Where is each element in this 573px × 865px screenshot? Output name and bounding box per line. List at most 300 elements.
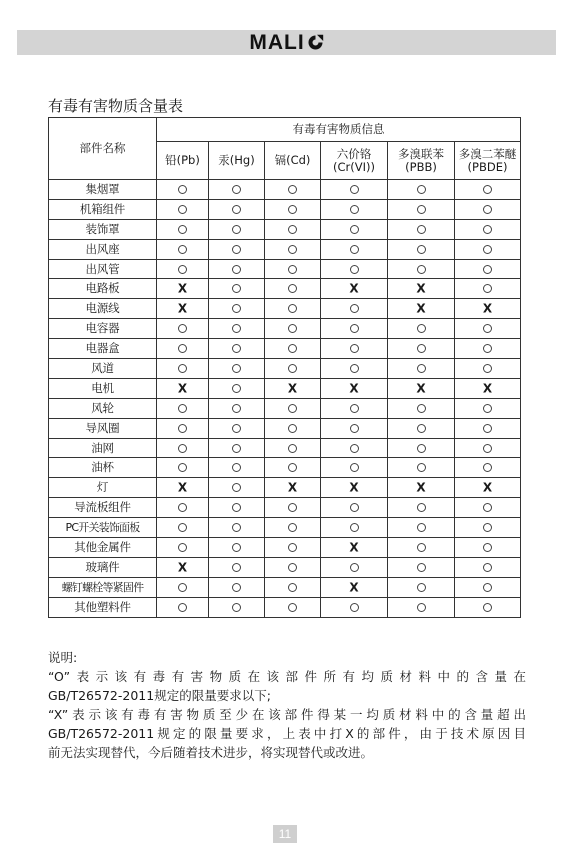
- substance-status-cell: [455, 478, 521, 498]
- substance-status-cell: [388, 319, 455, 339]
- substance-status-cell: [455, 538, 521, 558]
- compliant-circle-icon: [232, 384, 241, 393]
- compliant-circle-icon: [483, 364, 492, 373]
- substance-status-cell: [321, 518, 388, 538]
- compliant-circle-icon: [232, 225, 241, 234]
- substance-status-cell: [321, 398, 388, 418]
- compliant-circle-icon: [483, 603, 492, 612]
- table-row: [49, 259, 521, 279]
- substance-status-cell: [388, 378, 455, 398]
- exceeds-mark: X: [177, 281, 188, 296]
- exceeds-mark: X: [177, 381, 188, 396]
- header-band: [17, 30, 556, 55]
- compliant-circle-icon: [417, 583, 426, 592]
- compliant-circle-icon: [417, 324, 426, 333]
- column-header-text: 汞(Hg): [218, 153, 255, 167]
- compliant-circle-icon: [288, 543, 297, 552]
- substance-status-cell: [265, 180, 321, 200]
- compliant-circle-icon: [232, 424, 241, 433]
- substance-status-cell: [321, 418, 388, 438]
- substance-status-cell: [265, 279, 321, 299]
- part-name-cell: 导流板组件: [49, 498, 157, 518]
- compliant-circle-icon: [288, 603, 297, 612]
- substance-status-cell: [321, 438, 388, 458]
- compliant-circle-icon: [288, 364, 297, 373]
- table-row: [49, 438, 521, 458]
- compliant-circle-icon: [350, 444, 359, 453]
- compliant-circle-icon: [350, 304, 359, 313]
- compliant-circle-icon: [350, 523, 359, 532]
- substance-status-cell: [388, 438, 455, 458]
- substance-status-cell: [209, 577, 265, 597]
- substance-status-cell: [265, 259, 321, 279]
- substance-status-cell: [388, 538, 455, 558]
- part-name-cell: 螺钉螺栓等紧固件: [49, 577, 157, 597]
- substance-status-cell: [157, 219, 209, 239]
- compliant-circle-icon: [232, 523, 241, 532]
- compliant-circle-icon: [483, 563, 492, 572]
- substance-status-cell: [157, 319, 209, 339]
- substance-status-cell: [265, 518, 321, 538]
- compliant-circle-icon: [178, 225, 187, 234]
- compliant-circle-icon: [350, 324, 359, 333]
- table-row: [49, 418, 521, 438]
- part-name-cell: 灯: [49, 478, 157, 498]
- substance-status-cell: [209, 319, 265, 339]
- compliant-circle-icon: [350, 404, 359, 413]
- compliant-circle-icon: [232, 344, 241, 353]
- brand-name: MALI: [249, 30, 305, 54]
- substance-column-header: [455, 142, 521, 180]
- table-row: [49, 498, 521, 518]
- substance-status-cell: [388, 518, 455, 538]
- exceeds-mark: X: [482, 381, 493, 396]
- table-row: [49, 398, 521, 418]
- compliant-circle-icon: [350, 205, 359, 214]
- compliant-circle-icon: [483, 583, 492, 592]
- substance-status-cell: [388, 418, 455, 438]
- compliant-circle-icon: [350, 245, 359, 254]
- substance-status-cell: [321, 339, 388, 359]
- table-body: [49, 180, 521, 618]
- notes: [48, 648, 526, 762]
- substance-status-cell: [388, 180, 455, 200]
- part-name-cell: 装饰罩: [49, 219, 157, 239]
- compliant-circle-icon: [350, 563, 359, 572]
- substance-column-header: [388, 142, 455, 180]
- substance-status-cell: [388, 339, 455, 359]
- substance-status-cell: [388, 597, 455, 617]
- substance-status-cell: [265, 398, 321, 418]
- compliant-circle-icon: [178, 245, 187, 254]
- substance-status-cell: [265, 577, 321, 597]
- hazardous-substance-table: [48, 117, 521, 618]
- compliant-circle-icon: [288, 245, 297, 254]
- compliant-circle-icon: [232, 324, 241, 333]
- compliant-circle-icon: [178, 503, 187, 512]
- substance-status-cell: [157, 199, 209, 219]
- compliant-circle-icon: [417, 603, 426, 612]
- table-row: [49, 279, 521, 299]
- substance-status-cell: [265, 478, 321, 498]
- substance-status-cell: [388, 458, 455, 478]
- exceeds-mark: X: [349, 480, 359, 495]
- substance-status-cell: [321, 478, 388, 498]
- substance-status-cell: [209, 458, 265, 478]
- compliant-circle-icon: [232, 284, 241, 293]
- substance-status-cell: [455, 319, 521, 339]
- substance-status-cell: [265, 299, 321, 319]
- substance-status-cell: [388, 498, 455, 518]
- table-row: [49, 378, 521, 398]
- substance-status-cell: [321, 458, 388, 478]
- part-name-cell: 其他塑料件: [49, 597, 157, 617]
- brand-mark-icon: [307, 34, 324, 51]
- compliant-circle-icon: [483, 284, 492, 293]
- substance-status-cell: [209, 557, 265, 577]
- substance-column-header: [265, 142, 321, 180]
- substance-status-cell: [157, 359, 209, 379]
- document-title: 有毒有害物质含量表: [48, 97, 184, 115]
- table-row: [49, 518, 521, 538]
- substance-status-cell: [388, 259, 455, 279]
- substance-status-cell: [157, 597, 209, 617]
- compliant-circle-icon: [350, 225, 359, 234]
- column-header-text: (PBDE): [467, 159, 508, 174]
- notes-line-3: “X”表示该有毒有害物质至少在该部件得某一均质材料中的含量超出: [48, 707, 526, 722]
- compliant-circle-icon: [417, 523, 426, 532]
- substance-status-cell: [388, 557, 455, 577]
- compliant-circle-icon: [483, 225, 492, 234]
- substance-status-cell: [157, 478, 209, 498]
- exceeds-mark: X: [287, 480, 298, 495]
- substance-status-cell: [157, 239, 209, 259]
- column-header-text: 多溴二苯醚: [458, 146, 517, 161]
- compliant-circle-icon: [288, 225, 297, 234]
- compliant-circle-icon: [417, 444, 426, 453]
- substance-group-header: 有毒有害物质信息: [157, 118, 521, 142]
- exceeds-mark: X: [177, 560, 188, 575]
- substance-status-cell: [209, 498, 265, 518]
- substance-status-cell: [388, 398, 455, 418]
- substance-status-cell: [157, 259, 209, 279]
- part-name-cell: 其他金属件: [49, 538, 157, 558]
- substance-status-cell: [209, 518, 265, 538]
- compliant-circle-icon: [232, 265, 241, 274]
- part-name-cell: 电容器: [49, 319, 157, 339]
- substance-status-cell: [388, 359, 455, 379]
- substance-status-cell: [455, 299, 521, 319]
- page-number: 11: [273, 825, 297, 843]
- substance-status-cell: [388, 199, 455, 219]
- compliant-circle-icon: [232, 444, 241, 453]
- table-row: [49, 458, 521, 478]
- exceeds-mark: X: [287, 381, 298, 396]
- substance-status-cell: [455, 239, 521, 259]
- table-row: [49, 359, 521, 379]
- substance-status-cell: [209, 199, 265, 219]
- substance-status-cell: [321, 577, 388, 597]
- substance-status-cell: [321, 239, 388, 259]
- part-name-cell: 油杯: [49, 458, 157, 478]
- notes-line-4: GB/T26572-2011规定的限量要求，上表中打X的部件，由于技术原因目: [48, 726, 526, 741]
- part-name-cell: 风道: [49, 359, 157, 379]
- substance-status-cell: [455, 577, 521, 597]
- table-row: [49, 577, 521, 597]
- compliant-circle-icon: [288, 563, 297, 572]
- substance-status-cell: [321, 538, 388, 558]
- substance-status-cell: [321, 219, 388, 239]
- compliant-circle-icon: [232, 503, 241, 512]
- compliant-circle-icon: [232, 364, 241, 373]
- compliant-circle-icon: [417, 364, 426, 373]
- part-name-cell: 油网: [49, 438, 157, 458]
- compliant-circle-icon: [483, 265, 492, 274]
- substance-status-cell: [265, 438, 321, 458]
- compliant-circle-icon: [417, 503, 426, 512]
- substance-status-cell: [209, 597, 265, 617]
- substance-status-cell: [321, 498, 388, 518]
- compliant-circle-icon: [417, 543, 426, 552]
- compliant-circle-icon: [178, 404, 187, 413]
- compliant-circle-icon: [483, 503, 492, 512]
- substance-status-cell: [157, 498, 209, 518]
- column-header-text: (Cr(VI)): [333, 159, 375, 174]
- compliant-circle-icon: [483, 344, 492, 353]
- substance-status-cell: [388, 239, 455, 259]
- compliant-circle-icon: [417, 225, 426, 234]
- exceeds-mark: X: [177, 301, 188, 316]
- substance-status-cell: [157, 518, 209, 538]
- compliant-circle-icon: [288, 444, 297, 453]
- brand-logo: [17, 30, 556, 55]
- compliant-circle-icon: [232, 483, 241, 492]
- compliant-circle-icon: [417, 463, 426, 472]
- compliant-circle-icon: [178, 463, 187, 472]
- substance-status-cell: [455, 398, 521, 418]
- substance-status-cell: [157, 339, 209, 359]
- exceeds-mark: X: [349, 540, 359, 555]
- compliant-circle-icon: [483, 324, 492, 333]
- substance-status-cell: [265, 597, 321, 617]
- substance-status-cell: [209, 339, 265, 359]
- substance-status-cell: [388, 478, 455, 498]
- compliant-circle-icon: [483, 424, 492, 433]
- substance-status-cell: [321, 557, 388, 577]
- compliant-circle-icon: [288, 344, 297, 353]
- notes-line-5: 前无法实现替代，今后随着技术进步，将实现替代或改进。: [48, 745, 374, 760]
- compliant-circle-icon: [417, 563, 426, 572]
- substance-column-header: [157, 142, 209, 180]
- substance-status-cell: [455, 359, 521, 379]
- compliant-circle-icon: [288, 463, 297, 472]
- exceeds-mark: X: [349, 281, 359, 296]
- substance-status-cell: [209, 418, 265, 438]
- compliant-circle-icon: [417, 245, 426, 254]
- compliant-circle-icon: [483, 245, 492, 254]
- notes-line-1: “O”表示该有毒有害物质在该部件所有均质材料中的含量在: [48, 669, 526, 684]
- substance-column-header: [321, 142, 388, 180]
- compliant-circle-icon: [417, 185, 426, 194]
- table-row: [49, 538, 521, 558]
- substance-status-cell: [388, 219, 455, 239]
- part-name-cell: 出风座: [49, 239, 157, 259]
- compliant-circle-icon: [288, 503, 297, 512]
- compliant-circle-icon: [483, 463, 492, 472]
- substance-status-cell: [265, 339, 321, 359]
- substance-status-cell: [455, 339, 521, 359]
- compliant-circle-icon: [232, 583, 241, 592]
- compliant-circle-icon: [350, 265, 359, 274]
- substance-status-cell: [265, 219, 321, 239]
- substance-status-cell: [321, 378, 388, 398]
- substance-status-cell: [455, 259, 521, 279]
- table-row: [49, 597, 521, 617]
- substance-status-cell: [157, 458, 209, 478]
- table-row: [49, 478, 521, 498]
- substance-status-cell: [157, 378, 209, 398]
- compliant-circle-icon: [288, 205, 297, 214]
- exceeds-mark: X: [177, 480, 188, 495]
- compliant-circle-icon: [417, 424, 426, 433]
- part-name-cell: 机箱组件: [49, 199, 157, 219]
- compliant-circle-icon: [178, 205, 187, 214]
- compliant-circle-icon: [232, 563, 241, 572]
- substance-status-cell: [455, 557, 521, 577]
- compliant-circle-icon: [232, 245, 241, 254]
- substance-status-cell: [321, 597, 388, 617]
- table-row: [49, 557, 521, 577]
- compliant-circle-icon: [350, 463, 359, 472]
- substance-status-cell: [388, 577, 455, 597]
- exceeds-mark: X: [482, 480, 493, 495]
- part-name-cell: 导风圈: [49, 418, 157, 438]
- substance-status-cell: [265, 239, 321, 259]
- compliant-circle-icon: [350, 344, 359, 353]
- part-name-cell: 电源线: [49, 299, 157, 319]
- compliant-circle-icon: [178, 424, 187, 433]
- column-header-text: 镉(Cd): [274, 153, 311, 167]
- compliant-circle-icon: [288, 523, 297, 532]
- substance-status-cell: [455, 418, 521, 438]
- table-row: [49, 219, 521, 239]
- part-name-cell: 集烟罩: [49, 180, 157, 200]
- substance-status-cell: [157, 577, 209, 597]
- substance-status-cell: [209, 378, 265, 398]
- compliant-circle-icon: [483, 543, 492, 552]
- substance-status-cell: [157, 398, 209, 418]
- substance-status-cell: [265, 359, 321, 379]
- substance-status-cell: [455, 518, 521, 538]
- substance-status-cell: [209, 219, 265, 239]
- exceeds-mark: X: [416, 381, 426, 396]
- compliant-circle-icon: [178, 344, 187, 353]
- substance-status-cell: [209, 438, 265, 458]
- compliant-circle-icon: [288, 404, 297, 413]
- substance-status-cell: [265, 378, 321, 398]
- compliant-circle-icon: [483, 523, 492, 532]
- substance-status-cell: [321, 359, 388, 379]
- compliant-circle-icon: [350, 503, 359, 512]
- substance-status-cell: [455, 279, 521, 299]
- compliant-circle-icon: [232, 603, 241, 612]
- substance-status-cell: [455, 438, 521, 458]
- table-row: [49, 319, 521, 339]
- substance-column-header: [209, 142, 265, 180]
- column-header-text: 多溴联苯: [398, 146, 444, 161]
- compliant-circle-icon: [232, 304, 241, 313]
- compliant-circle-icon: [417, 205, 426, 214]
- substance-status-cell: [209, 299, 265, 319]
- substance-status-cell: [157, 438, 209, 458]
- compliant-circle-icon: [232, 185, 241, 194]
- substance-status-cell: [209, 180, 265, 200]
- substance-status-cell: [157, 418, 209, 438]
- compliant-circle-icon: [232, 463, 241, 472]
- notes-line-2: GB/T26572-2011规定的限量要求以下;: [48, 688, 271, 703]
- compliant-circle-icon: [178, 185, 187, 194]
- column-header-text: (PBB): [405, 159, 437, 174]
- substance-status-cell: [321, 180, 388, 200]
- substance-status-cell: [455, 180, 521, 200]
- table-row: [49, 299, 521, 319]
- substance-status-cell: [321, 259, 388, 279]
- compliant-circle-icon: [288, 424, 297, 433]
- substance-status-cell: [157, 180, 209, 200]
- column-header-text: 铅(Pb): [165, 153, 200, 167]
- substance-status-cell: [321, 279, 388, 299]
- part-name-cell: 电器盒: [49, 339, 157, 359]
- compliant-circle-icon: [350, 364, 359, 373]
- exceeds-mark: X: [349, 381, 359, 396]
- compliant-circle-icon: [288, 284, 297, 293]
- substance-status-cell: [209, 279, 265, 299]
- compliant-circle-icon: [288, 304, 297, 313]
- notes-heading: 说明:: [48, 650, 78, 665]
- column-header-text: 六价铬: [336, 146, 372, 161]
- compliant-circle-icon: [232, 205, 241, 214]
- compliant-circle-icon: [232, 404, 241, 413]
- substance-status-cell: [321, 199, 388, 219]
- substance-status-cell: [321, 319, 388, 339]
- compliant-circle-icon: [417, 404, 426, 413]
- substance-status-cell: [455, 498, 521, 518]
- exceeds-mark: X: [416, 301, 426, 316]
- compliant-circle-icon: [178, 603, 187, 612]
- compliant-circle-icon: [350, 424, 359, 433]
- compliant-circle-icon: [178, 364, 187, 373]
- substance-status-cell: [157, 557, 209, 577]
- substance-status-cell: [209, 259, 265, 279]
- exceeds-mark: X: [416, 480, 426, 495]
- compliant-circle-icon: [178, 523, 187, 532]
- substance-status-cell: [265, 557, 321, 577]
- compliant-circle-icon: [417, 265, 426, 274]
- exceeds-mark: X: [416, 281, 426, 296]
- substance-status-cell: [455, 219, 521, 239]
- part-name-cell: 风轮: [49, 398, 157, 418]
- compliant-circle-icon: [232, 543, 241, 552]
- substance-status-cell: [157, 299, 209, 319]
- substance-status-cell: [265, 199, 321, 219]
- part-name-header: 部件名称: [49, 118, 157, 180]
- substance-status-cell: [209, 538, 265, 558]
- substance-status-cell: [455, 378, 521, 398]
- substance-status-cell: [388, 299, 455, 319]
- substance-status-cell: [265, 538, 321, 558]
- substance-status-cell: [209, 239, 265, 259]
- compliant-circle-icon: [178, 265, 187, 274]
